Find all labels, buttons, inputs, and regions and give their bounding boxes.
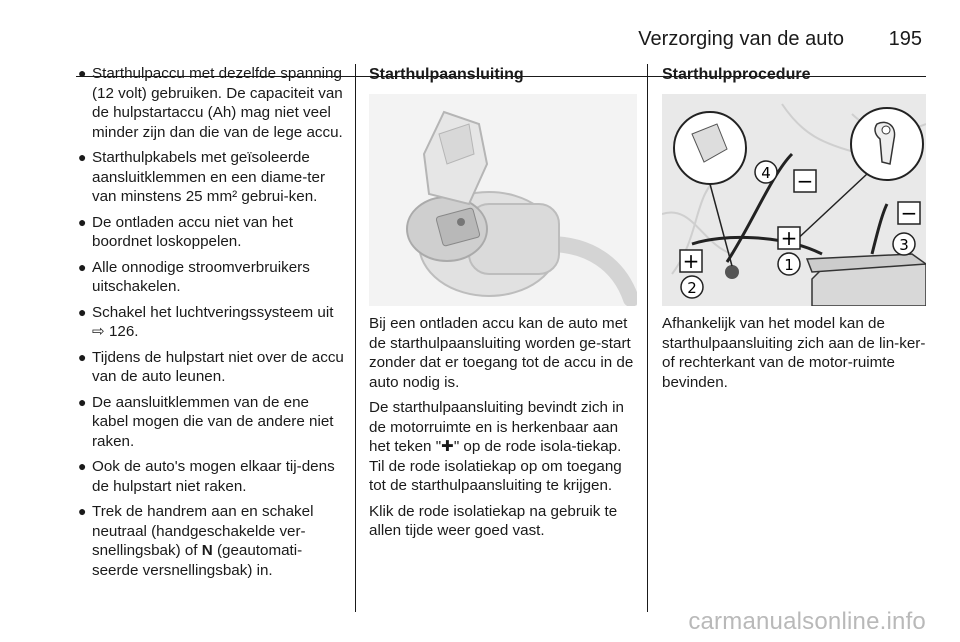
section-heading: Starthulpprocedure (662, 66, 811, 83)
list-item: ● Ook de auto's mogen elkaar tij-dens de hulpstart niet raken. (78, 458, 335, 495)
column-2 (369, 64, 637, 547)
bullet-list (76, 64, 346, 580)
paragraph: Afhankelijk van het model kan de starthulpaansluiting zich aan de lin-ker- of rechterkant van de motor-ruimte bevinden. (662, 315, 926, 391)
bullet-icon: ● (78, 393, 87, 410)
section-heading: Starthulpaansluiting (369, 66, 524, 83)
page-number: 195 (888, 28, 922, 50)
cross-reference[interactable]: Schakel het luchtveringssysteem uit ⇨ 126. (92, 303, 334, 340)
minus-label: − (900, 201, 918, 225)
plus-label: + (780, 226, 798, 250)
jump-start-procedure-illustration (662, 94, 926, 306)
page-title: Verzorging van de auto (638, 28, 844, 50)
watermark: carmanualsonline.info (688, 608, 926, 635)
bullet-icon: ● (78, 213, 87, 230)
jump-start-terminal-illustration (369, 94, 637, 306)
paragraph: De starthulpaansluiting bevindt zich in de motorruimte en is herkenbaar aan het teken "✚" op de rode isola-tiekap. Til de rode isolatiekap op om toegang tot de starthulpaansluiting te krijgen. (369, 399, 624, 494)
bullet-icon: ● (78, 458, 87, 474)
list-item: ● Starthulpaccu met dezelfde spanning (12 volt) gebruiken. De capaciteit van de hulpstartaccu (Ah) mag niet veel minder zijn dan die van de lege accu. (78, 65, 343, 141)
list-item (76, 303, 346, 342)
column-1 (76, 64, 346, 586)
page-header (76, 26, 926, 52)
minus-label: − (796, 169, 814, 193)
list-item: ● Starthulpkabels met geïsoleerde aansluitklemmen en een diame-ter van minstens 25 mm² gebrui-ken. (78, 149, 325, 205)
paragraph: Bij een ontladen accu kan de auto met de starthulpaansluiting worden ge-start zonder dat er toegang tot de accu in de auto nodig is. (369, 315, 634, 391)
list-item: ● Tijdens de hulpstart niet over de accu van de auto leunen. (78, 348, 344, 385)
gear-n-label: N (201, 542, 213, 559)
bullet-icon: ● (78, 149, 87, 165)
list-item: ● De aansluitklemmen van de ene kabel mogen die van de andere niet raken. (78, 393, 334, 450)
list-item: ● Alle onnodige stroomverbruikers uitschakelen. (78, 258, 310, 295)
callout-1: 1 (784, 256, 794, 274)
bullet-icon: ● (78, 503, 87, 519)
column-3 (662, 64, 926, 398)
bullet-icon: ● (78, 258, 87, 275)
bullet-icon: ● (78, 303, 87, 320)
callout-2: 2 (687, 279, 697, 297)
callout-3: 3 (899, 236, 909, 254)
column-divider (647, 64, 648, 612)
list-item: ● Trek de handrem aan en schakel neutraal (handgeschakelde ver-snellingsbak) of N (geautomati-seerde versnellingsbak) in. (78, 503, 314, 579)
bullet-icon: ● (78, 65, 87, 81)
list-item: ● De ontladen accu niet van het boordnet loskoppelen. (78, 213, 293, 250)
column-divider (355, 64, 356, 612)
bullet-icon: ● (78, 348, 87, 365)
paragraph: Klik de rode isolatiekap na gebruik te allen tijde weer goed vast. (369, 502, 618, 539)
plus-label: + (682, 249, 700, 273)
callout-4: 4 (761, 164, 771, 182)
